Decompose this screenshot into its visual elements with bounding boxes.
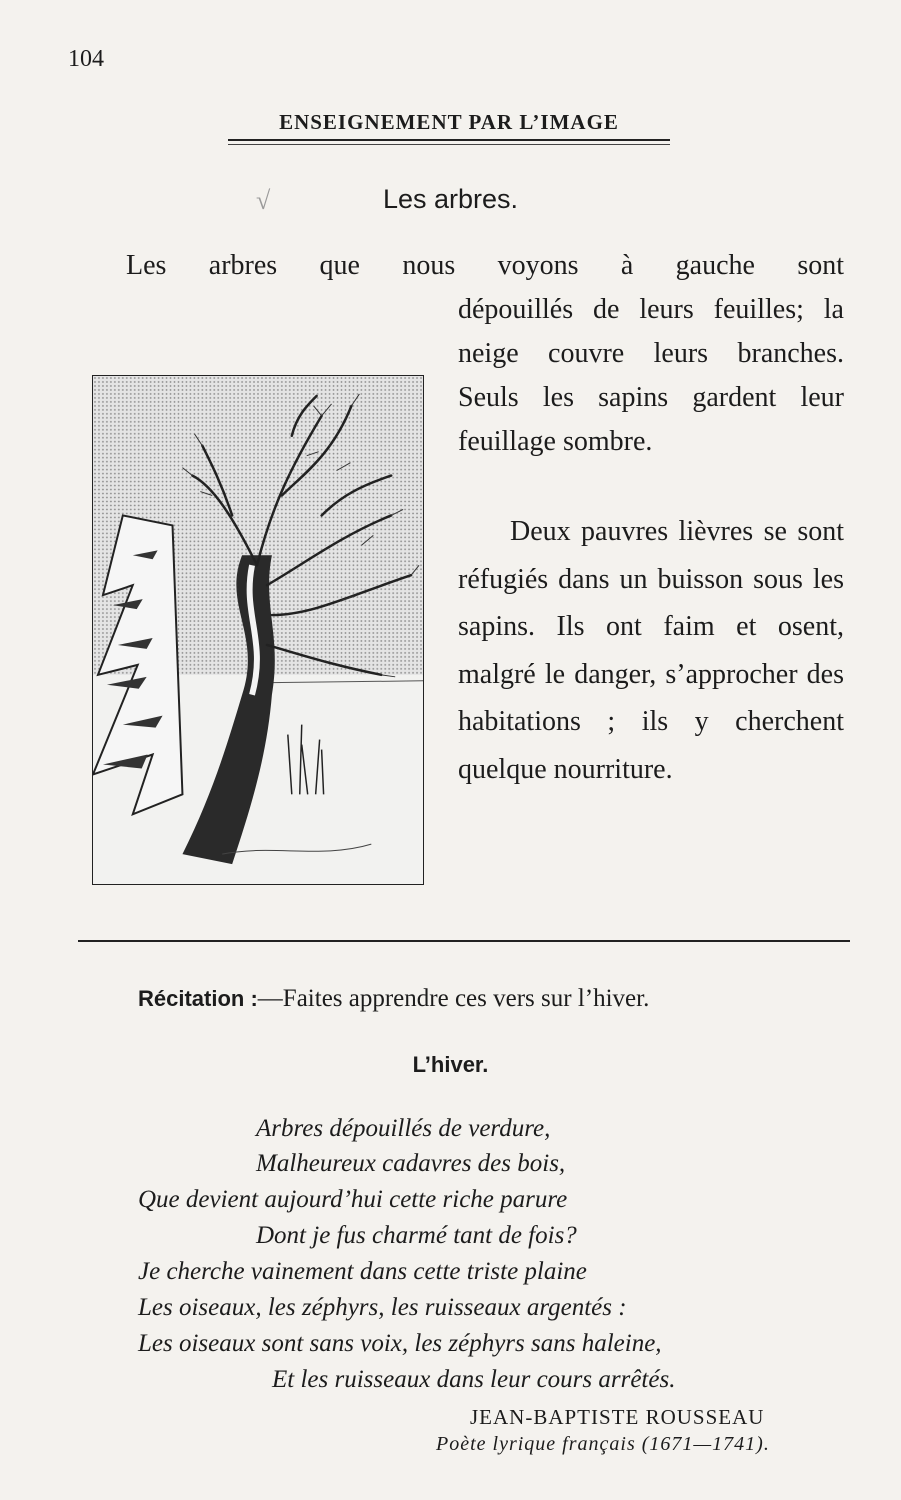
- author-name: JEAN-BAPTISTE ROUSSEAU: [470, 1405, 765, 1429]
- poem-line: Les oiseaux, les zéphyrs, les ruisseaux argentés :: [138, 1294, 627, 1321]
- poem-line: Arbres dépouillés de verdure,: [256, 1115, 551, 1142]
- lesson-title: Les arbres.: [382, 184, 519, 214]
- recitation-label: Récitation :: [138, 986, 258, 1011]
- paragraph1-body: dépouillés de leurs feuilles; la neige couvre leurs branches. Seuls les sapins gardent leur feuillage sombre.: [458, 294, 844, 457]
- recitation-line: [138, 985, 649, 1013]
- poem-line: Que devient aujourd’hui cette riche parure: [138, 1186, 568, 1213]
- poem-title: L’hiver.: [412, 1052, 489, 1077]
- poem-line: Et les ruisseaux dans leur cours arrêtés.: [272, 1366, 676, 1393]
- section-divider: [78, 940, 850, 942]
- poem-line: Malheureux cadavres des bois,: [256, 1150, 566, 1177]
- page-number: 104: [68, 46, 104, 72]
- pencil-check-mark: √: [256, 186, 271, 215]
- author-description: Poète lyrique français (1671—1741).: [436, 1433, 770, 1455]
- section-header: ENSEIGNEMENT PAR L’IMAGE: [228, 110, 670, 141]
- poem-line: Les oiseaux sont sans voix, les zéphyrs sans haleine,: [138, 1330, 662, 1357]
- poem-line: Dont je fus charmé tant de fois?: [256, 1222, 577, 1249]
- poem-line: Je cherche vainement dans cette triste plaine: [138, 1258, 587, 1285]
- recitation-instruction: —Faites apprendre ces vers sur l’hiver.: [257, 985, 650, 1012]
- paragraph2: Deux pauvres lièvres se sont réfugiés dans un buisson sous les sapins. Ils ont faim et osent, malgré le danger, s’approcher des habitations ; ils y cherchent quelque nourriture.: [458, 516, 844, 785]
- winter-trees-drawing: [93, 376, 423, 884]
- winter-trees-illustration: [92, 375, 424, 885]
- paragraph1-first-line: Les arbres que nous voyons à gauche sont: [126, 250, 844, 281]
